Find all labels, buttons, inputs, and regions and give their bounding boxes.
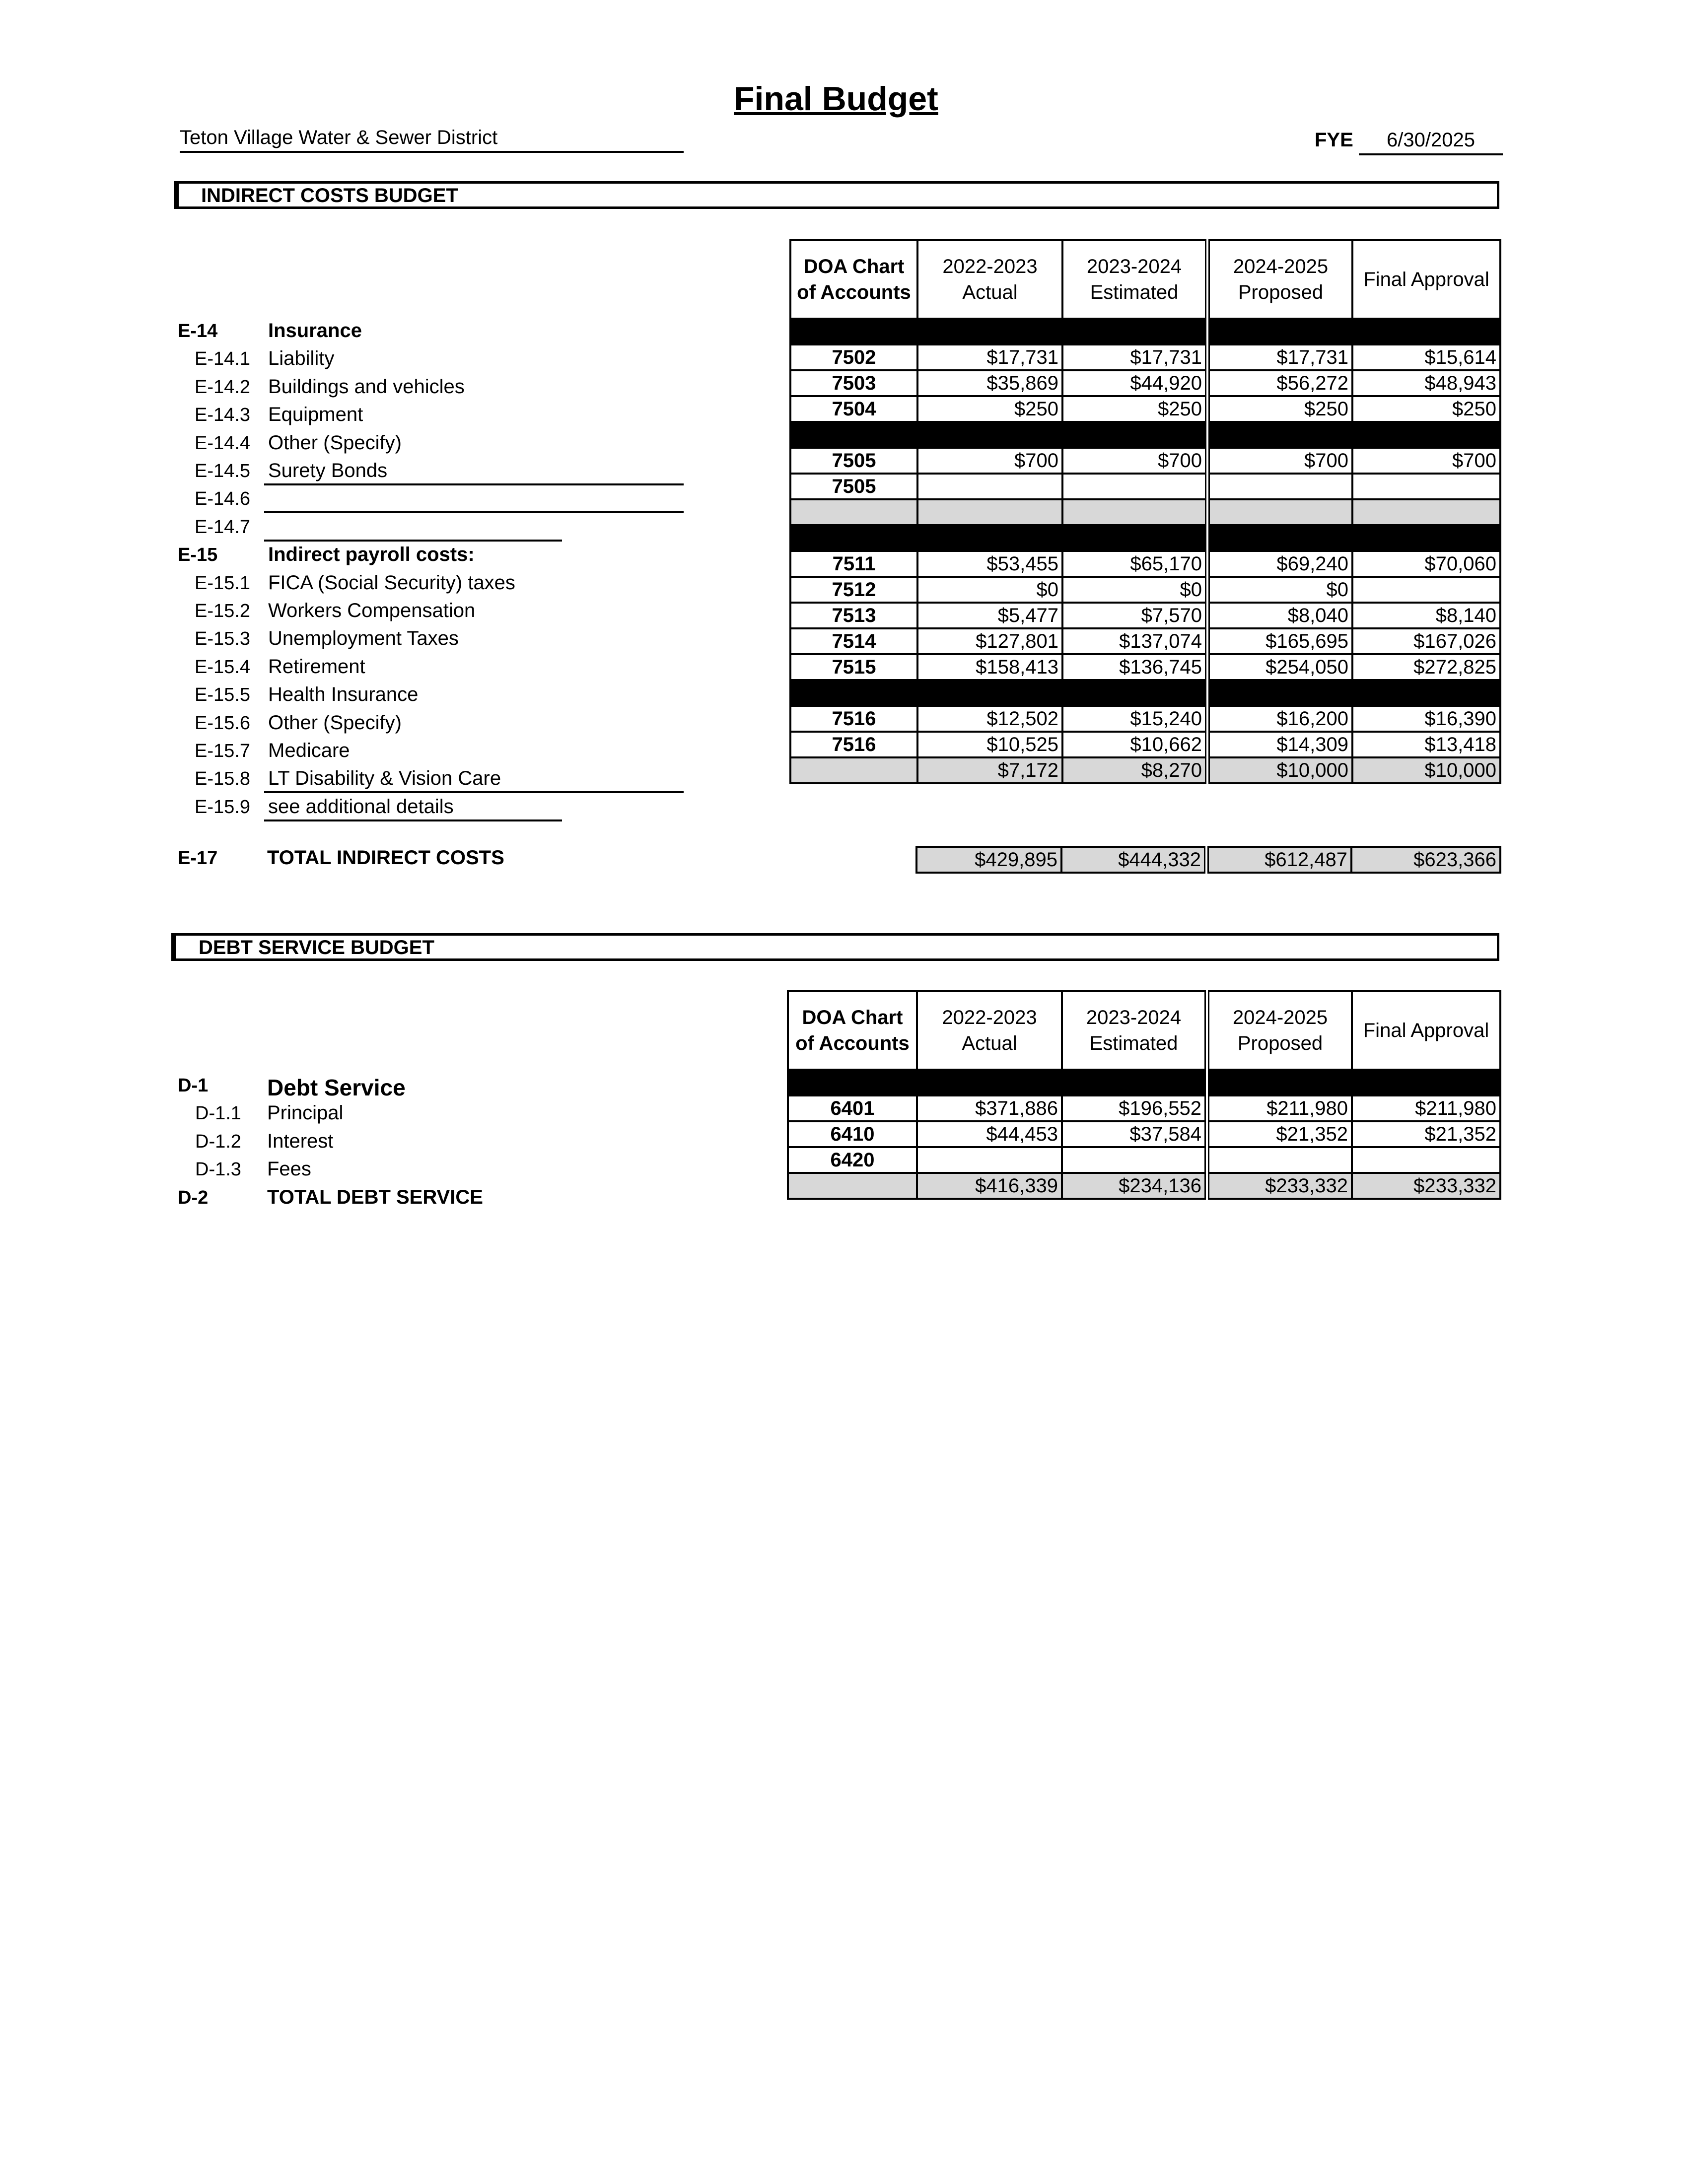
indirect-table-row	[790, 551, 1500, 577]
line-label: Interest	[267, 1130, 334, 1152]
line-code: E-14.5	[195, 461, 250, 481]
proposed-cell: $17,731	[1207, 344, 1352, 370]
final-approval-cell: $211,980	[1352, 1095, 1500, 1121]
estimated-cell	[1062, 422, 1207, 448]
indirect-table-row	[790, 448, 1500, 474]
account-cell	[790, 422, 917, 448]
actual-cell	[917, 474, 1062, 499]
actual-cell: $127,801	[917, 628, 1062, 654]
debt-table-row	[788, 1070, 1500, 1095]
debt-service-table	[787, 990, 1501, 1200]
estimated-cell: $15,240	[1062, 706, 1207, 732]
final-approval-cell	[1352, 422, 1500, 448]
estimated-cell	[1062, 525, 1207, 551]
indirect-table-row	[790, 603, 1500, 628]
col-header-actual: 2022-2023 Actual	[917, 240, 1062, 319]
proposed-cell: $16,200	[1207, 706, 1352, 732]
final-approval-cell: $15,614	[1352, 344, 1500, 370]
estimated-cell	[1062, 1147, 1207, 1173]
line-code: E-14.4	[195, 432, 250, 454]
proposed-cell: $21,352	[1207, 1121, 1352, 1147]
account-cell: 7505	[790, 474, 917, 499]
line-code: E-14	[178, 321, 218, 341]
proposed-cell	[1207, 499, 1352, 525]
estimated-cell: $250	[1062, 396, 1207, 422]
account-cell: 7513	[790, 603, 917, 628]
line-label: Buildings and vehicles	[268, 375, 465, 398]
actual-cell: $12,502	[917, 706, 1062, 732]
account-cell: 6401	[788, 1095, 917, 1121]
debt-total-row	[788, 1173, 1500, 1199]
account-cell: 7503	[790, 370, 917, 396]
final-approval-cell: $272,825	[1352, 654, 1500, 680]
indirect-total-estimated: $444,332	[1061, 847, 1206, 873]
indirect-table-row	[790, 757, 1500, 783]
write-in-line	[264, 511, 684, 513]
actual-cell: $250	[917, 396, 1062, 422]
account-cell	[790, 499, 917, 525]
col-header-doa-chart: DOA Chart of Accounts	[788, 991, 917, 1070]
line-code: E-14.3	[195, 405, 250, 426]
page-title: Final Budget	[734, 80, 938, 118]
line-label: Workers Compensation	[268, 600, 476, 621]
estimated-cell: $44,920	[1062, 370, 1207, 396]
final-approval-cell: $700	[1352, 448, 1500, 474]
line-label: FICA (Social Security) taxes	[268, 571, 515, 594]
final-approval-cell	[1352, 474, 1500, 499]
write-in-line	[264, 483, 684, 485]
line-code: E-15.9	[195, 796, 250, 818]
final-approval-cell: $16,390	[1352, 706, 1500, 732]
col-header-proposed: 2024-2025 Proposed	[1207, 991, 1352, 1070]
line-label: Liability	[268, 347, 335, 370]
district-name: Teton Village Water & Sewer District	[180, 127, 684, 153]
actual-cell: $5,477	[917, 603, 1062, 628]
indirect-costs-section-bar	[174, 181, 1499, 209]
estimated-cell	[1062, 1070, 1207, 1095]
indirect-table-row	[790, 732, 1500, 757]
account-cell: 7516	[790, 732, 917, 757]
indirect-table-row	[790, 396, 1500, 422]
proposed-cell: $10,000	[1207, 757, 1352, 783]
indirect-total-proposed: $612,487	[1206, 847, 1351, 873]
line-label: Equipment	[268, 404, 363, 426]
actual-cell: $158,413	[917, 654, 1062, 680]
account-cell: 6410	[788, 1121, 917, 1147]
proposed-cell: $56,272	[1207, 370, 1352, 396]
line-label: Surety Bonds	[268, 460, 388, 481]
debt-service-section-bar	[171, 933, 1499, 961]
line-label: Medicare	[268, 740, 350, 761]
line-label: Health Insurance	[268, 683, 419, 706]
actual-cell: $700	[917, 448, 1062, 474]
account-cell: 7515	[790, 654, 917, 680]
line-label: LT Disability & Vision Care	[268, 767, 501, 790]
line-code: D-1.3	[195, 1159, 241, 1180]
final-approval-cell	[1352, 577, 1500, 603]
estimated-cell: $8,270	[1062, 757, 1207, 783]
account-cell	[790, 525, 917, 551]
indirect-total-code: E-17	[178, 848, 218, 869]
actual-cell: $10,525	[917, 732, 1062, 757]
account-cell: 7514	[790, 628, 917, 654]
indirect-total-row	[915, 846, 1501, 874]
indirect-table-row	[790, 706, 1500, 732]
proposed-cell: $69,240	[1207, 551, 1352, 577]
estimated-cell	[1062, 474, 1207, 499]
estimated-cell: $137,074	[1062, 628, 1207, 654]
indirect-table-row	[790, 499, 1500, 525]
line-code: D-1.2	[195, 1131, 241, 1152]
line-code: E-14.7	[195, 516, 250, 538]
debt-table-row	[788, 1121, 1500, 1147]
actual-cell: $17,731	[917, 344, 1062, 370]
estimated-cell: $17,731	[1062, 344, 1207, 370]
line-code: D-1.1	[195, 1103, 241, 1124]
final-approval-cell: $13,418	[1352, 732, 1500, 757]
debt-total-final: $233,332	[1352, 1173, 1500, 1199]
write-in-line	[264, 791, 684, 793]
line-label: Fees	[267, 1158, 311, 1180]
proposed-cell	[1207, 1070, 1352, 1095]
fye-value: 6/30/2025	[1359, 129, 1503, 155]
line-label: Other (Specify)	[268, 711, 402, 734]
proposed-cell: $700	[1207, 448, 1352, 474]
account-cell: 7502	[790, 344, 917, 370]
actual-cell: $7,172	[917, 757, 1062, 783]
line-label: Retirement	[268, 655, 365, 678]
proposed-cell	[1207, 319, 1352, 344]
line-code: E-15.3	[195, 628, 250, 650]
debt-table-row	[788, 1095, 1500, 1121]
debt-total-proposed: $233,332	[1207, 1173, 1352, 1199]
account-cell	[788, 1070, 917, 1095]
indirect-costs-table	[789, 239, 1501, 784]
indirect-table-row	[790, 628, 1500, 654]
debt-total-estimated: $234,136	[1062, 1173, 1207, 1199]
final-approval-cell	[1352, 525, 1500, 551]
line-code: E-15.7	[195, 741, 250, 761]
final-approval-cell: $70,060	[1352, 551, 1500, 577]
estimated-cell	[1062, 499, 1207, 525]
line-code: E-15.1	[195, 572, 250, 594]
debt-total-account-cell	[788, 1173, 917, 1199]
line-label: Other (Specify)	[268, 431, 402, 454]
proposed-cell	[1207, 525, 1352, 551]
proposed-cell	[1207, 1147, 1352, 1173]
debt-total-code: D-2	[178, 1187, 209, 1208]
debt-table-header	[788, 991, 1500, 1070]
account-cell: 7505	[790, 448, 917, 474]
actual-cell	[917, 499, 1062, 525]
actual-cell: $35,869	[917, 370, 1062, 396]
proposed-cell	[1207, 474, 1352, 499]
actual-cell: $371,886	[917, 1095, 1062, 1121]
col-header-doa-chart: DOA Chart of Accounts	[790, 240, 917, 319]
final-approval-cell: $48,943	[1352, 370, 1500, 396]
account-cell: 7504	[790, 396, 917, 422]
col-header-estimated: 2023-2024 Estimated	[1062, 991, 1207, 1070]
proposed-cell: $8,040	[1207, 603, 1352, 628]
line-code: E-14.6	[195, 488, 250, 510]
account-cell	[790, 319, 917, 344]
estimated-cell: $10,662	[1062, 732, 1207, 757]
write-in-line	[264, 540, 562, 542]
proposed-cell: $211,980	[1207, 1095, 1352, 1121]
actual-cell	[917, 525, 1062, 551]
line-label: Insurance	[268, 320, 362, 341]
account-cell: 6420	[788, 1147, 917, 1173]
actual-cell	[917, 319, 1062, 344]
line-code: E-15.8	[195, 768, 250, 790]
proposed-cell: $250	[1207, 396, 1352, 422]
actual-cell	[917, 680, 1062, 706]
indirect-total-actual: $429,895	[916, 847, 1061, 873]
account-cell	[790, 680, 917, 706]
col-header-final-approval: Final Approval	[1352, 991, 1500, 1070]
estimated-cell: $65,170	[1062, 551, 1207, 577]
actual-cell: $53,455	[917, 551, 1062, 577]
final-approval-cell	[1352, 680, 1500, 706]
account-cell: 7511	[790, 551, 917, 577]
indirect-table-row	[790, 654, 1500, 680]
proposed-cell: $165,695	[1207, 628, 1352, 654]
fye-label: FYE	[1315, 129, 1353, 151]
debt-total-actual: $416,339	[917, 1173, 1062, 1199]
final-approval-cell: $21,352	[1352, 1121, 1500, 1147]
debt-table-row	[788, 1147, 1500, 1173]
col-header-proposed: 2024-2025 Proposed	[1207, 240, 1352, 319]
line-label: Debt Service	[267, 1075, 406, 1100]
line-code: E-15.6	[195, 712, 250, 734]
account-cell	[790, 757, 917, 783]
indirect-table-row	[790, 680, 1500, 706]
estimated-cell	[1062, 680, 1207, 706]
estimated-cell	[1062, 319, 1207, 344]
final-approval-cell: $250	[1352, 396, 1500, 422]
proposed-cell: $254,050	[1207, 654, 1352, 680]
final-approval-cell	[1352, 319, 1500, 344]
proposed-cell	[1207, 422, 1352, 448]
line-label: Principal	[267, 1102, 344, 1124]
line-code: D-1	[178, 1075, 209, 1096]
indirect-costs-section-title: INDIRECT COSTS BUDGET	[201, 185, 458, 206]
debt-total-label: TOTAL DEBT SERVICE	[267, 1186, 483, 1208]
col-header-estimated: 2023-2024 Estimated	[1062, 240, 1207, 319]
estimated-cell: $196,552	[1062, 1095, 1207, 1121]
proposed-cell	[1207, 680, 1352, 706]
final-approval-cell	[1352, 1070, 1500, 1095]
final-approval-cell	[1352, 499, 1500, 525]
indirect-table-row	[790, 319, 1500, 344]
indirect-total-final: $623,366	[1351, 847, 1500, 873]
indirect-table-header	[790, 240, 1500, 319]
proposed-cell: $0	[1207, 577, 1352, 603]
indirect-total-label: TOTAL INDIRECT COSTS	[267, 847, 504, 869]
line-code: E-14.1	[195, 348, 250, 370]
line-code: E-14.2	[195, 376, 250, 398]
estimated-cell: $37,584	[1062, 1121, 1207, 1147]
final-approval-cell: $167,026	[1352, 628, 1500, 654]
indirect-table-row	[790, 577, 1500, 603]
indirect-table-row	[790, 474, 1500, 499]
actual-cell: $44,453	[917, 1121, 1062, 1147]
line-label: Indirect payroll costs:	[268, 544, 475, 566]
line-label: Unemployment Taxes	[268, 627, 459, 650]
col-header-final-approval: Final Approval	[1352, 240, 1500, 319]
write-in-line	[264, 819, 562, 821]
actual-cell	[917, 1070, 1062, 1095]
col-header-actual: 2022-2023 Actual	[917, 991, 1062, 1070]
debt-service-section-title: DEBT SERVICE BUDGET	[199, 937, 434, 958]
indirect-table-row	[790, 370, 1500, 396]
final-approval-cell: $8,140	[1352, 603, 1500, 628]
line-code: E-15.4	[195, 656, 250, 678]
line-code: E-15.5	[195, 684, 250, 706]
indirect-table-row	[790, 525, 1500, 551]
line-code: E-15.2	[195, 601, 250, 621]
indirect-table-row	[790, 344, 1500, 370]
indirect-table-row	[790, 422, 1500, 448]
actual-cell	[917, 1147, 1062, 1173]
final-approval-cell	[1352, 1147, 1500, 1173]
final-approval-cell: $10,000	[1352, 757, 1500, 783]
actual-cell	[917, 422, 1062, 448]
estimated-cell: $700	[1062, 448, 1207, 474]
estimated-cell: $0	[1062, 577, 1207, 603]
line-code: E-15	[178, 545, 218, 566]
estimated-cell: $136,745	[1062, 654, 1207, 680]
account-cell: 7512	[790, 577, 917, 603]
estimated-cell: $7,570	[1062, 603, 1207, 628]
account-cell: 7516	[790, 706, 917, 732]
line-label: see additional details	[268, 795, 454, 818]
actual-cell: $0	[917, 577, 1062, 603]
proposed-cell: $14,309	[1207, 732, 1352, 757]
